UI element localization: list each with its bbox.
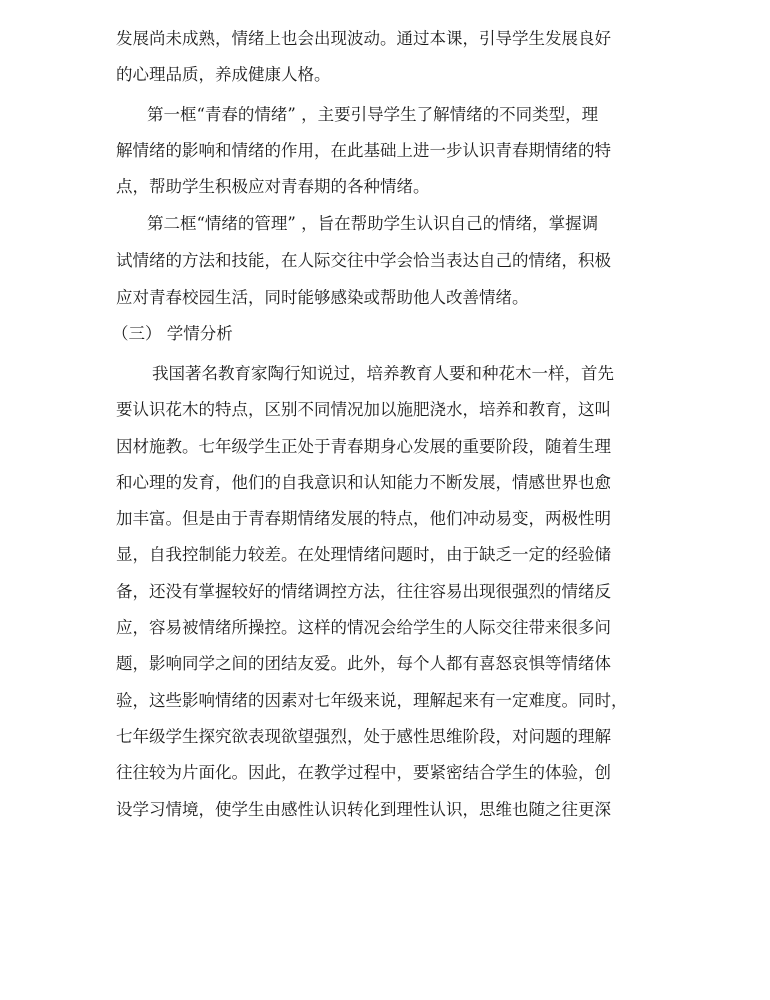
frame1-line-3: 点，帮助学生积极应对青春期的各种情绪。 [116,177,430,196]
frame2-line-1: 第二框“情绪的管理” ，旨在帮助学生认识自己的情绪，掌握调 [147,214,599,233]
analysis-line-1: 我国著名教育家陶行知说过，培养教育人要和种花木一样，首先 [152,364,614,383]
analysis-line-10: 验，这些影响情绪的因素对七年级来说，理解起来有一定难度。同时， [116,691,628,710]
analysis-line-8: 应，容易被情绪所操控。这样的情况会给学生的人际交往带来很多问 [116,618,611,637]
frame1-line-1: 第一框“青春的情绪” ，主要引导学生了解情绪的不同类型，理 [147,105,599,124]
frame2-line-3: 应对青春校园生活，同时能够感染或帮助他人改善情绪。 [116,288,529,307]
analysis-line-11: 七年级学生探究欲表现欲望强烈，处于感性思维阶段，对问题的理解 [116,727,611,746]
analysis-line-5: 加丰富。但是由于青春期情绪发展的特点，他们冲动易变，两极性明 [116,509,611,528]
analysis-line-3: 因材施教。七年级学生正处于青春期身心发展的重要阶段，随着生理 [116,437,611,456]
analysis-line-13: 设学习情境，使学生由感性认识转化到理性认识，思维也随之往更深 [116,800,611,819]
analysis-line-7: 备，还没有掌握较好的情绪调控方法，往往容易出现很强烈的情绪反 [116,582,611,601]
analysis-line-4: 和心理的发育，他们的自我意识和认知能力不断发展，情感世界也愈 [116,473,611,492]
intro-line-2: 的心理品质，养成健康人格。 [116,65,331,84]
analysis-line-2: 要认识花木的特点，区别不同情况加以施肥浇水，培养和教育，这叫 [116,400,611,419]
section-heading: （三） 学情分析 [112,324,233,343]
intro-line-1: 发展尚未成熟，情绪上也会出现波动。通过本课，引导学生发展良好 [116,29,611,48]
frame2-line-2: 试情绪的方法和技能，在人际交往中学会恰当表达自己的情绪，积极 [116,251,611,270]
frame1-line-2: 解情绪的影响和情绪的作用，在此基础上进一步认识青春期情绪的特 [116,141,611,160]
analysis-line-12: 往往较为片面化。因此，在教学过程中，要紧密结合学生的体验，创 [116,763,611,782]
analysis-line-6: 显，自我控制能力较差。在处理情绪问题时，由于缺乏一定的经验储 [116,545,611,564]
analysis-line-9: 题，影响同学之间的团结友爱。此外，每个人都有喜怒哀惧等情绪体 [116,654,611,673]
